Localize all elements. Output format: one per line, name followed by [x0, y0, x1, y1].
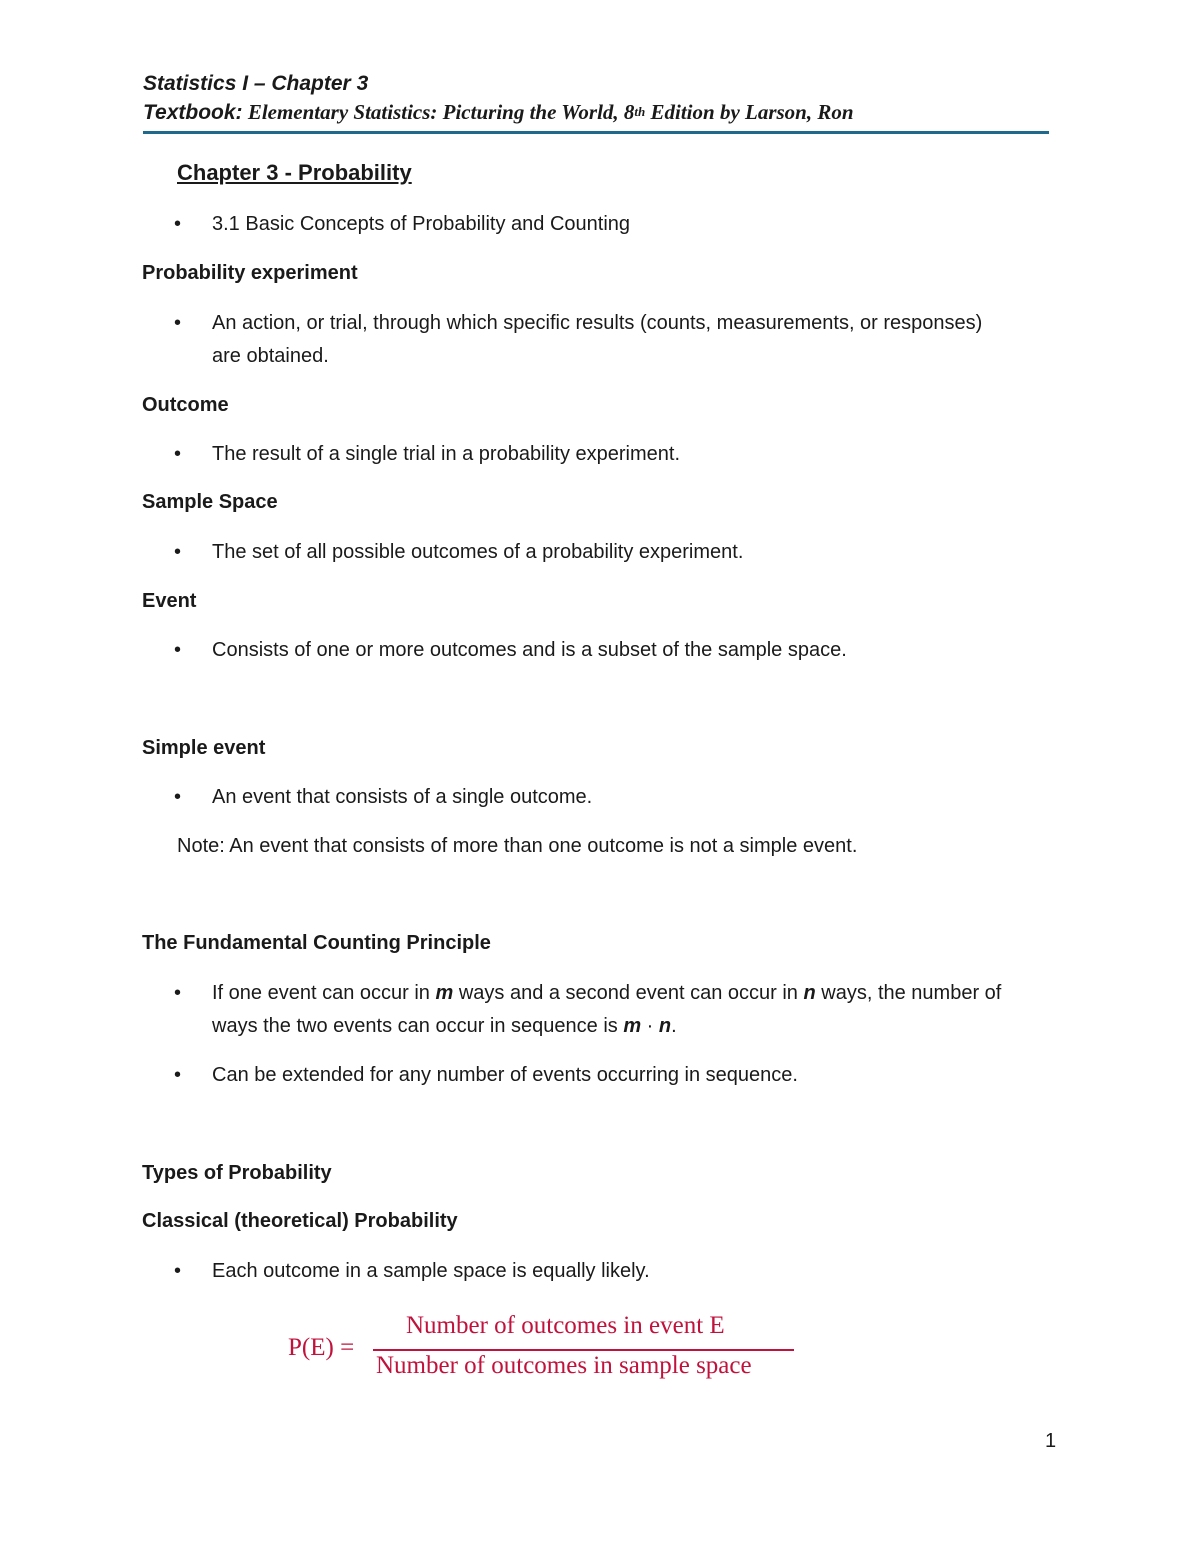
heading-counting-principle: The Fundamental Counting Principle [142, 932, 491, 954]
header-textbook-label: Textbook: [143, 101, 243, 124]
heading-simple-event: Simple event [142, 737, 266, 759]
rule-text-1: If one event can occur in [212, 982, 436, 1004]
header-textbook-rest: Edition by Larson, Ron [650, 100, 854, 124]
rule-text-2: ways and a second event can occur in [453, 982, 804, 1004]
bullet-icon: • [174, 312, 182, 334]
header-textbook-sup: th [634, 104, 646, 119]
header-textbook [143, 100, 854, 125]
heading-event: Event [142, 590, 197, 612]
header-divider [143, 131, 1049, 134]
formula-numerator: Number of outcomes in event E [406, 1312, 725, 1339]
variable-n: n [658, 1015, 672, 1037]
rule-text-3: ways, the number of ways the two events can occur in sequence is [212, 982, 1002, 1037]
header-textbook-title: Elementary Statistics: Picturing the World, 8 [247, 100, 635, 124]
heading-sample-space: Sample Space [142, 491, 278, 513]
multiply-dot: · [641, 1015, 659, 1037]
definition-outcome: The result of a single trial in a probability experiment. [212, 443, 681, 465]
counting-principle-rule [212, 977, 1002, 1043]
variable-n: n [803, 982, 816, 1004]
bullet-icon: • [174, 639, 182, 661]
definition-probability-experiment: An action, or trial, through which specific results (counts, measurements, or responses) are obtained. [212, 312, 983, 367]
definition-classical-probability: Each outcome in a sample space is equally likely. [212, 1260, 650, 1282]
simple-event-note: Note: An event that consists of more than one outcome is not a simple event. [177, 835, 858, 857]
fraction-bar [373, 1349, 794, 1351]
heading-probability-experiment: Probability experiment [142, 262, 358, 284]
bullet-icon: • [174, 443, 182, 465]
bullet-icon: • [174, 541, 182, 563]
formula-denominator: Number of outcomes in sample space [376, 1352, 752, 1379]
bullet-icon: • [174, 213, 182, 235]
rule-text-end: . [671, 1015, 677, 1037]
bullet-icon: • [174, 982, 182, 1004]
bullet-icon: • [174, 786, 182, 808]
page-number: 1 [1045, 1430, 1057, 1452]
variable-m: m [435, 982, 454, 1004]
variable-m: m [623, 1015, 642, 1037]
heading-classical-probability: Classical (theoretical) Probability [142, 1210, 458, 1232]
bullet-icon: • [174, 1064, 182, 1086]
definition-sample-space: The set of all possible outcomes of a probability experiment. [212, 541, 744, 563]
section-title: 3.1 Basic Concepts of Probability and Counting [212, 213, 631, 235]
definition-simple-event: An event that consists of a single outcome. [212, 786, 593, 808]
header-course: Statistics I – Chapter 3 [143, 72, 369, 95]
counting-principle-extension: Can be extended for any number of events occurring in sequence. [212, 1064, 798, 1086]
definition-event: Consists of one or more outcomes and is a subset of the sample space. [212, 639, 847, 661]
heading-outcome: Outcome [142, 394, 229, 416]
formula-lhs: P(E) = [288, 1334, 355, 1361]
heading-types-of-probability: Types of Probability [142, 1162, 332, 1184]
chapter-title: Chapter 3 - Probability [177, 160, 412, 185]
bullet-icon: • [174, 1260, 182, 1282]
